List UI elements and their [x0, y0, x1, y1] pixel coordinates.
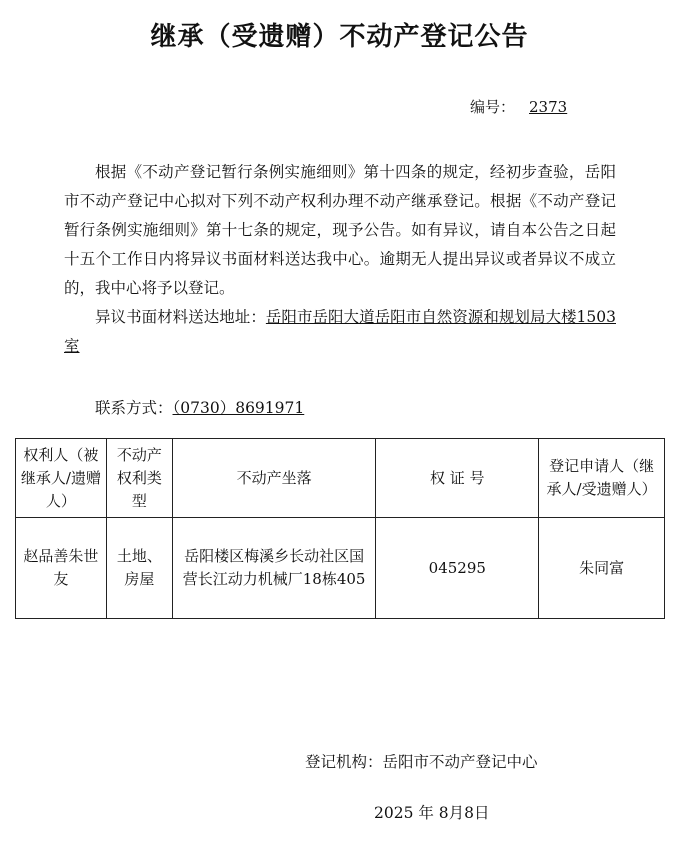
address-value: 岳阳市岳阳大道岳阳市自然资源和规划局大楼1503室 — [64, 308, 616, 355]
table-header-row — [16, 439, 665, 518]
registration-table — [15, 438, 665, 619]
address-line — [64, 303, 616, 361]
notice-paragraph: 根据《不动产登记暂行条例实施细则》第十四条的规定，经初步查验，岳阳市不动产登记中心拟对下列不动产权利办理不动产继承登记。根据《不动产登记暂行条例实施细则》第十七条的规定，现予公告。如有异议，请自本公告之日起十五个工作日内将异议书面材料送达我中心。逾期无人提出异议或者异议不成立的，我中心将予以登记。 — [64, 163, 616, 297]
registration-authority: 登记机构：岳阳市不动产登记中心 — [305, 753, 538, 771]
document-number — [470, 96, 567, 117]
number-value: 2373 — [529, 98, 568, 116]
number-label: 编号： — [470, 98, 516, 116]
contact-label: 联系方式： — [95, 399, 173, 417]
header-cell: 不动产坐落 — [172, 439, 376, 518]
table-cell: 朱同富 — [539, 518, 665, 619]
header-cell: 权 证 号 — [376, 439, 539, 518]
contact-line — [95, 396, 324, 418]
notice-date: 2025 年 8月8日 — [374, 804, 490, 822]
header-cell: 权利人（被继承人/遗赠人） — [16, 439, 107, 518]
table-cell: 土地、房屋 — [106, 518, 172, 619]
address-label: 异议书面材料送达地址： — [95, 308, 266, 326]
notice-body — [64, 158, 616, 361]
page-title: 继承（受遗赠）不动产登记公告 — [150, 22, 529, 52]
table-cell: 045295 — [376, 518, 539, 619]
table-cell: 赵品善朱世友 — [16, 518, 107, 619]
table-row — [16, 518, 665, 619]
contact-value: （0730）8691971 — [172, 399, 305, 417]
table-cell: 岳阳楼区梅溪乡长动社区国营长江动力机械厂18栋405 — [172, 518, 376, 619]
header-cell: 不动产权利类型 — [106, 439, 172, 518]
header-cell: 登记申请人（继承人/受遗赠人） — [539, 439, 665, 518]
